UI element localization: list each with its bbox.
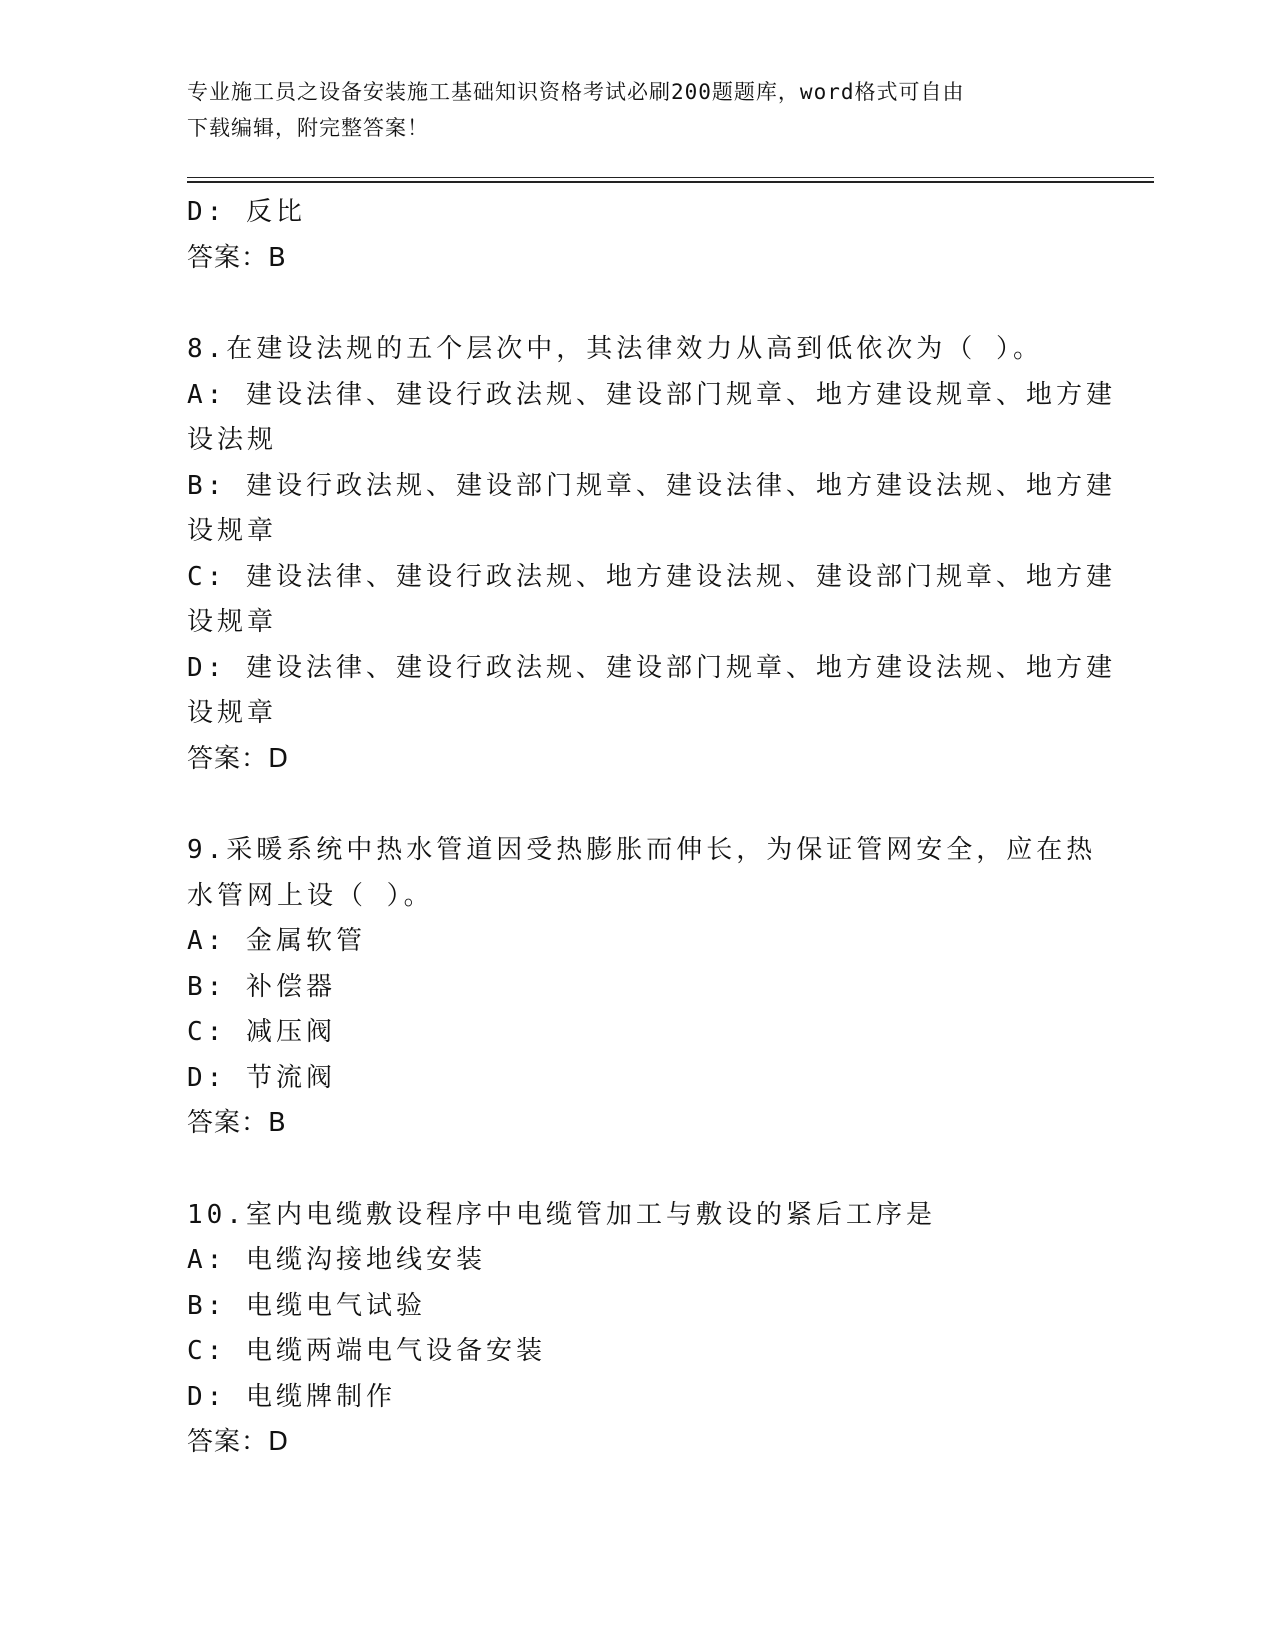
- question-10: [187, 1193, 1087, 1466]
- question-8: [187, 327, 1116, 782]
- question-7-partial: [187, 190, 1087, 281]
- answer-label: 答案：: [187, 743, 269, 774]
- option-d: D: 节流阀: [187, 1062, 336, 1093]
- option-a-continued: 设法规: [187, 425, 278, 455]
- question-stem: 8.在建设法规的五个层次中，其法律效力从高到低依次为（ ）。: [187, 334, 1043, 364]
- spacer: [187, 782, 1087, 828]
- question-list: [187, 190, 1116, 1466]
- option-a: A: 金属软管: [187, 926, 366, 956]
- answer-label: 答案：: [187, 242, 269, 273]
- option-d: D: 反比: [187, 197, 306, 227]
- option-d: D: 电缆牌制作: [187, 1381, 396, 1412]
- answer: [187, 1420, 1087, 1466]
- option-b: B: 补偿器: [187, 971, 336, 1002]
- answer: [187, 1101, 1087, 1147]
- question-stem: 10.室内电缆敷设程序中电缆管加工与敷设的紧后工序是: [187, 1199, 936, 1230]
- option-c: C: 减压阀: [187, 1017, 336, 1047]
- spacer: [187, 281, 1087, 327]
- option-b: B: 建设行政法规、建设部门规章、建设法律、地方建设法规、地方建: [187, 470, 1116, 501]
- option-d: D: 建设法律、建设行政法规、建设部门规章、地方建设法规、地方建: [187, 652, 1116, 683]
- question-stem: 9.采暖系统中热水管道因受热膨胀而伸长，为保证管网安全，应在热: [187, 835, 1097, 865]
- option-c: C: 电缆两端电气设备安装: [187, 1336, 546, 1366]
- answer-label: 答案：: [187, 1108, 269, 1138]
- header-line-1: 专业施工员之设备安装施工基础知识资格考试必刷200题题库，word格式可自由: [187, 80, 965, 104]
- answer: [187, 737, 1087, 783]
- question-stem-continued: 水管网上设（ ）。: [187, 880, 434, 911]
- answer-value: D: [268, 1427, 290, 1457]
- option-a: A: 建设法律、建设行政法规、建设部门规章、地方建设规章、地方建: [187, 379, 1116, 410]
- document-header: [187, 74, 1067, 146]
- answer-value: B: [268, 242, 287, 273]
- option-b-continued: 设规章: [187, 516, 278, 546]
- option-b: B: 电缆电气试验: [187, 1290, 426, 1321]
- question-9: [187, 828, 1097, 1147]
- answer-value: D: [268, 743, 290, 774]
- answer-value: B: [268, 1108, 287, 1138]
- answer-label: 答案：: [187, 1427, 269, 1457]
- option-c-continued: 设规章: [187, 607, 278, 637]
- header-divider-thin: [187, 177, 1154, 178]
- option-c: C: 建设法律、建设行政法规、地方建设法规、建设部门规章、地方建: [187, 561, 1116, 592]
- header-divider-thick: [187, 181, 1154, 183]
- option-a: A: 电缆沟接地线安装: [187, 1245, 486, 1275]
- header-line-2: 下载编辑，附完整答案！: [187, 116, 429, 140]
- answer: [187, 236, 1087, 282]
- option-d-continued: 设规章: [187, 698, 278, 728]
- spacer: [187, 1147, 1087, 1193]
